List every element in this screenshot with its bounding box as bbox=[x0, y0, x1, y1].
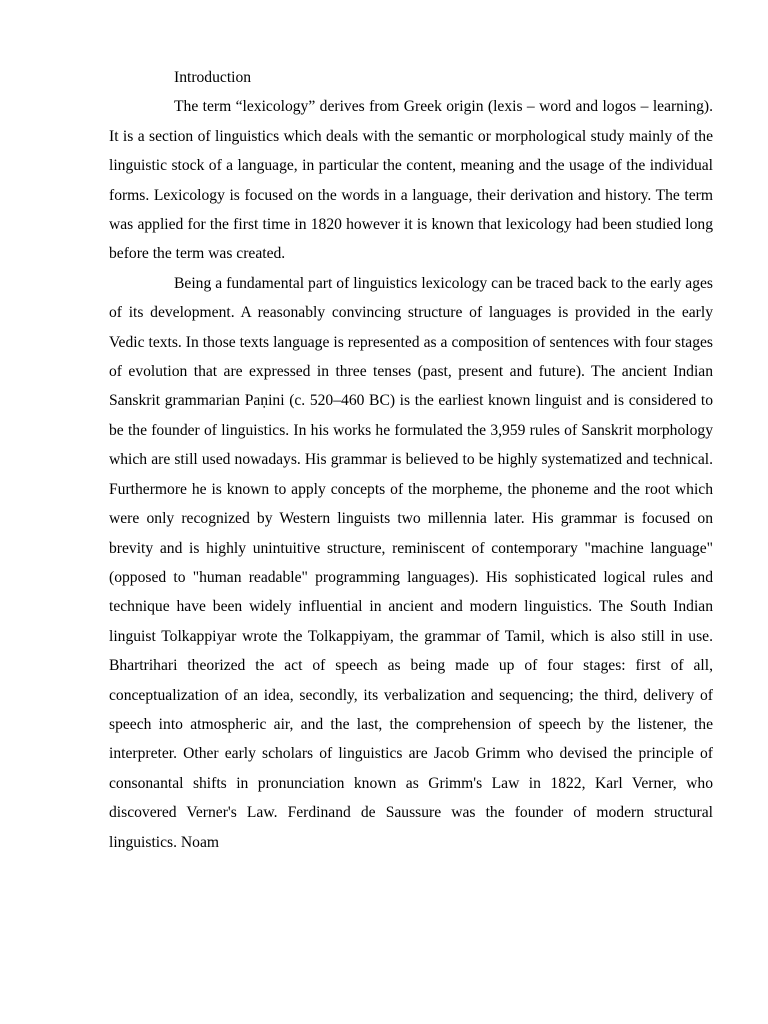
paragraph-1: The term “lexicology” derives from Greek origin (lexis – word and logos – learning). It is a section of linguistics which deals with the semantic or morphological study mainly of the linguistic stock of a language, in particular the content, meaning and the usage of the individual forms. Lexicology is focused on the words in a language, their derivation and history. The term was applied for the first time in 1820 however it is known that lexicology had been studied long before the term was created. bbox=[109, 98, 713, 263]
paragraph-2: Being a fundamental part of linguistics lexicology can be traced back to the early ages of its development. A reasonably convincing structure of languages is provided in the early Vedic texts. In those texts language is represented as a composition of sentences with four stages of evolution that are expressed in three tenses (past, present and future). The ancient Indian Sanskrit grammarian Paṇini (c. 520–460 BC) is the earliest known linguist and is considered to be the founder of linguistics. In his works he formulated the 3,959 rules of Sanskrit morphology which are still used nowadays. His grammar is believed to be highly systematized and technical. Furthermore he is known to apply concepts of the morpheme, the phoneme and the root which were only recognized by Western linguists two millennia later. His grammar is focused on brevity and is highly unintuitive structure, reminiscent of contemporary "machine language" (opposed to "human readable" programming languages). His sophisticated logical rules and technique have been widely influential in ancient and modern linguistics. The South Indian linguist Tolkappiyar wrote the Tolkappiyam, the grammar of Tamil, which is also still in use. Bhartrihari theorized the act of speech as being made up of four stages: first of all, conceptualization of an idea, secondly, its verbalization and sequencing; the third, delivery of speech into atmospheric air, and the last, the comprehension of speech by the listener, the interpreter. Other early scholars of linguistics are Jacob Grimm who devised the principle of consonantal shifts in pronunciation known as Grimm's Law in 1822, Karl Verner, who discovered Verner's Law. Ferdinand de Saussure was the founder of modern structural linguistics. Noam bbox=[109, 274, 713, 851]
document-body bbox=[109, 63, 713, 857]
section-heading: Introduction bbox=[174, 69, 252, 86]
